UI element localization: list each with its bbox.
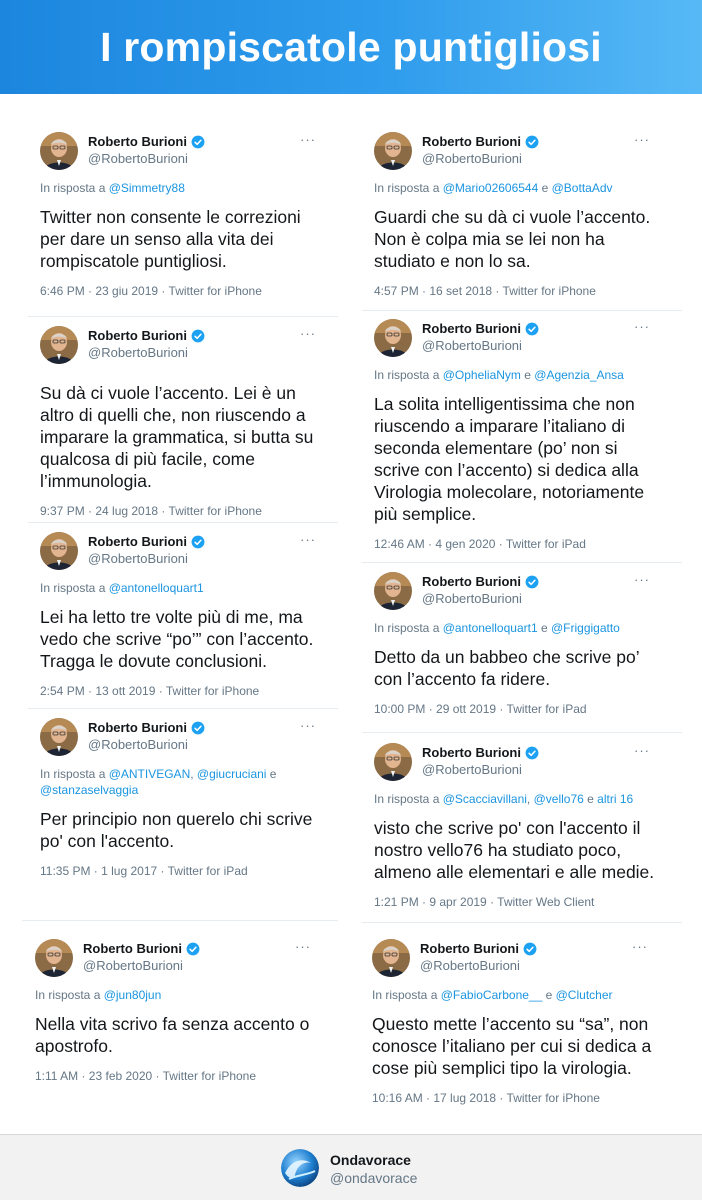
more-options-icon[interactable]: ··· xyxy=(634,572,650,587)
tweet-header xyxy=(40,528,330,574)
footer-handle: @ondavorace xyxy=(330,1170,418,1186)
reply-separator: e xyxy=(520,368,535,382)
author-name[interactable]: Roberto Burioni xyxy=(88,328,187,343)
divider xyxy=(28,316,338,317)
author-name[interactable]: Roberto Burioni xyxy=(422,574,521,589)
mention-link[interactable]: @Friggigatto xyxy=(550,621,620,635)
reply-context xyxy=(40,766,330,798)
tweet-header xyxy=(374,739,664,785)
mention-link[interactable]: @Simmetry88 xyxy=(108,181,185,195)
divider xyxy=(362,310,682,311)
tweet-card[interactable] xyxy=(40,714,330,878)
reply-context xyxy=(35,987,325,1003)
avatar[interactable] xyxy=(372,939,410,977)
mention-link[interactable]: @BottaAdv xyxy=(551,181,613,195)
tweet-text: Su dà ci vuole l’accento. Lei è un altro di quelli che, non riuscendo a imparare la grammatica, si butta su qualcosa di più facile, come l’immunologia. xyxy=(40,383,314,491)
mention-link[interactable]: @Mario02606544 xyxy=(442,181,539,195)
author-handle[interactable]: @RobertoBurioni xyxy=(88,737,188,752)
tweet-text: Nella vita scrivo fa senza accento o apostrofo. xyxy=(35,1014,310,1056)
reply-prefix: In risposta a xyxy=(374,792,443,806)
tweet-timestamp[interactable]: 10:00 PM · 29 ott 2019 · Twitter for iPad xyxy=(374,702,587,716)
author-name[interactable]: Roberto Burioni xyxy=(420,941,519,956)
tweet-timestamp[interactable]: 2:54 PM · 13 ott 2019 · Twitter for iPhone xyxy=(40,684,260,698)
tweet-card[interactable] xyxy=(374,568,664,716)
tweet-text: visto che scrive po' con l'accento il nostro vello76 ha studiato poco, almeno alle elementari e alle medie. xyxy=(374,818,655,882)
author-name[interactable]: Roberto Burioni xyxy=(88,134,187,149)
divider xyxy=(28,708,338,709)
mention-link[interactable]: @Scacciavillani xyxy=(442,792,527,806)
author-handle[interactable]: @RobertoBurioni xyxy=(88,151,188,166)
reply-separator: e xyxy=(583,792,598,806)
more-options-icon[interactable]: ··· xyxy=(295,939,311,954)
reply-separator: , xyxy=(190,767,197,781)
reply-context xyxy=(374,791,664,807)
mention-link[interactable]: @Clutcher xyxy=(555,988,613,1002)
title-banner xyxy=(0,0,702,94)
tweet-card[interactable] xyxy=(35,935,325,1083)
reply-separator: e xyxy=(266,767,277,781)
tweet-card[interactable] xyxy=(374,128,664,298)
author-handle[interactable]: @RobertoBurioni xyxy=(420,958,520,973)
tweet-text: Twitter non consente le correzioni per dare un senso alla vita dei rompiscatole puntigliosi. xyxy=(40,207,301,271)
mention-link[interactable]: altri 16 xyxy=(597,792,634,806)
divider xyxy=(28,522,338,523)
verified-badge-icon xyxy=(186,942,200,956)
tweet-timestamp[interactable]: 1:21 PM · 9 apr 2019 · Twitter Web Client xyxy=(374,895,595,909)
verified-badge-icon xyxy=(191,535,205,549)
reply-separator: e xyxy=(537,621,551,635)
reply-separator: e xyxy=(542,988,556,1002)
tweet-timestamp[interactable]: 4:57 PM · 16 set 2018 · Twitter for iPhone xyxy=(374,284,596,298)
avatar[interactable] xyxy=(35,939,73,977)
reply-prefix: In risposta a xyxy=(40,581,109,595)
tweet-timestamp[interactable]: 1:11 AM · 23 feb 2020 · Twitter for iPhone xyxy=(35,1069,257,1083)
author-handle[interactable]: @RobertoBurioni xyxy=(422,338,522,353)
divider xyxy=(362,922,682,923)
reply-context xyxy=(374,180,664,196)
verified-badge-icon xyxy=(525,135,539,149)
ondavorace-logo-icon xyxy=(281,1149,319,1187)
tweet-text: Detto da un babbeo che scrive po’ con l’accento fa ridere. xyxy=(374,647,639,689)
divider xyxy=(362,562,682,563)
footer-name: Ondavorace xyxy=(330,1152,411,1168)
reply-context xyxy=(374,620,664,636)
author-name[interactable]: Roberto Burioni xyxy=(88,720,187,735)
avatar[interactable] xyxy=(40,132,78,170)
verified-badge-icon xyxy=(523,942,537,956)
more-options-icon[interactable]: ··· xyxy=(632,939,648,954)
tweet-timestamp[interactable]: 10:16 AM · 17 lug 2018 · Twitter for iPhone xyxy=(372,1091,600,1105)
tweet-header xyxy=(374,315,664,361)
author-name[interactable]: Roberto Burioni xyxy=(422,321,521,336)
reply-context xyxy=(374,367,664,383)
tweet-header xyxy=(372,935,662,981)
more-options-icon[interactable]: ··· xyxy=(300,326,316,341)
mention-link[interactable]: @ANTIVEGAN xyxy=(108,767,191,781)
author-handle[interactable]: @RobertoBurioni xyxy=(422,151,522,166)
more-options-icon[interactable]: ··· xyxy=(300,532,316,547)
tweet-text: Lei ha letto tre volte più di me, ma vedo che scrive “po’” con l’accento. Tragga le dovute conclusioni. xyxy=(40,607,314,671)
avatar[interactable] xyxy=(40,326,78,364)
mention-link[interactable]: @antonelloquart1 xyxy=(442,621,538,635)
divider xyxy=(362,732,682,733)
verified-badge-icon xyxy=(525,575,539,589)
mention-link[interactable]: @OpheliaNym xyxy=(442,368,521,382)
page-title: I rompiscatole puntigliosi xyxy=(100,23,602,70)
tweet-card[interactable] xyxy=(40,128,330,298)
tweet-header xyxy=(35,935,325,981)
tweet-header xyxy=(40,128,330,174)
author-name[interactable]: Roberto Burioni xyxy=(422,134,521,149)
tweet-card[interactable] xyxy=(374,315,664,551)
tweet-timestamp[interactable]: 12:46 AM · 4 gen 2020 · Twitter for iPad xyxy=(374,537,586,551)
tweet-timestamp[interactable]: 9:37 PM · 24 lug 2018 · Twitter for iPhone xyxy=(40,504,262,518)
more-options-icon[interactable]: ··· xyxy=(300,718,316,733)
tweet-header xyxy=(374,568,664,614)
mention-link[interactable]: @FabioCarbone__ xyxy=(440,988,543,1002)
reply-context xyxy=(372,987,662,1003)
verified-badge-icon xyxy=(191,721,205,735)
more-options-icon[interactable]: ··· xyxy=(634,319,650,334)
author-handle[interactable]: @RobertoBurioni xyxy=(422,591,522,606)
reply-prefix: In risposta a xyxy=(374,181,443,195)
reply-context xyxy=(40,580,330,596)
reply-prefix: In risposta a xyxy=(40,181,109,195)
verified-badge-icon xyxy=(525,322,539,336)
divider xyxy=(22,920,338,921)
tweet-text: Questo mette l’accento su “sa”, non conosce l’italiano per cui si dedica a cose più semplici tipo la virologia. xyxy=(372,1014,652,1078)
author-name[interactable]: Roberto Burioni xyxy=(422,745,521,760)
tweet-header xyxy=(40,714,330,760)
author-handle[interactable]: @RobertoBurioni xyxy=(83,958,183,973)
mention-link[interactable]: @antonelloquart1 xyxy=(108,581,204,595)
tweet-header xyxy=(40,322,330,368)
author-name[interactable]: Roberto Burioni xyxy=(88,534,187,549)
avatar[interactable] xyxy=(40,718,78,756)
reply-prefix: In risposta a xyxy=(374,621,443,635)
verified-badge-icon xyxy=(525,746,539,760)
avatar[interactable] xyxy=(40,532,78,570)
author-handle[interactable]: @RobertoBurioni xyxy=(88,551,188,566)
author-handle[interactable]: @RobertoBurioni xyxy=(88,345,188,360)
more-options-icon[interactable]: ··· xyxy=(634,132,650,147)
reply-prefix: In risposta a xyxy=(40,767,109,781)
tweet-card[interactable] xyxy=(374,739,664,909)
tweet-text: La solita intelligentissima che non riuscendo a imparare l’italiano di seconda elementare (po’ non si scrive con l’accento) si dedica alla Virologia molecolare, notoriamente più semplice. xyxy=(374,394,645,524)
mention-link[interactable]: @giucruciani xyxy=(196,767,267,781)
tweet-header xyxy=(374,128,664,174)
mention-link[interactable]: @jun80jun xyxy=(103,988,162,1002)
avatar[interactable] xyxy=(374,132,412,170)
reply-prefix: In risposta a xyxy=(372,988,441,1002)
tweet-text: Guardi che su dà ci vuole l’accento. Non è colpa mia se lei non ha studiato e non lo sa. xyxy=(374,207,651,271)
avatar[interactable] xyxy=(374,572,412,610)
author-name[interactable]: Roberto Burioni xyxy=(83,941,182,956)
mention-link[interactable]: @Agenzia_Ansa xyxy=(534,368,624,382)
tweet-card[interactable] xyxy=(40,528,330,698)
footer xyxy=(0,1134,702,1200)
verified-badge-icon xyxy=(191,329,205,343)
tweet-card[interactable] xyxy=(372,935,662,1105)
avatar[interactable] xyxy=(374,743,412,781)
tweet-timestamp[interactable]: 11:35 PM · 1 lug 2017 · Twitter for iPad xyxy=(40,864,248,878)
more-options-icon[interactable]: ··· xyxy=(634,743,650,758)
tweet-text: Per principio non querelo chi scrive po' con l'accento. xyxy=(40,809,313,851)
more-options-icon[interactable]: ··· xyxy=(300,132,316,147)
reply-context xyxy=(40,180,330,196)
author-handle[interactable]: @RobertoBurioni xyxy=(422,762,522,777)
verified-badge-icon xyxy=(191,135,205,149)
avatar[interactable] xyxy=(374,319,412,357)
reply-separator: , xyxy=(526,792,534,806)
mention-link[interactable]: @stanzaselvaggia xyxy=(40,783,139,797)
tweet-card[interactable] xyxy=(40,322,330,518)
mention-link[interactable]: @vello76 xyxy=(533,792,584,806)
reply-prefix: In risposta a xyxy=(35,988,104,1002)
reply-prefix: In risposta a xyxy=(374,368,443,382)
reply-separator: e xyxy=(538,181,552,195)
tweet-timestamp[interactable]: 6:46 PM · 23 giu 2019 · Twitter for iPhone xyxy=(40,284,262,298)
